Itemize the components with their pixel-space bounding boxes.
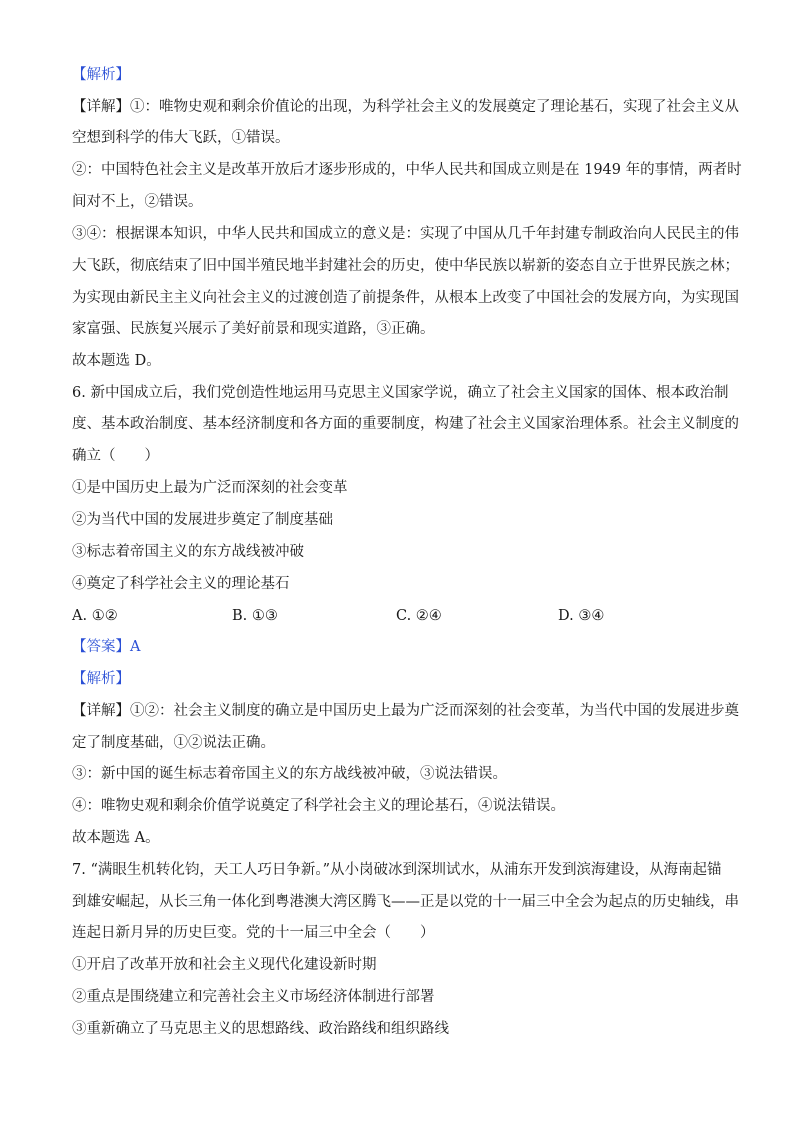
text-line: 为实现由新民主主义向社会主义的过渡创造了前提条件，从根本上改变了中国社会的发展方向，为实现国 — [72, 290, 739, 306]
text-line: ③④：根据课本知识，中华人民共和国成立的意义是：实现了中国从几千年封建专制政治向人民民主的伟 — [72, 226, 739, 242]
text-line: 故本题选 A。 — [72, 830, 160, 846]
text-line: ④：唯物史观和剩余价值学说奠定了科学社会主义的理论基石，④说法错误。 — [72, 798, 565, 814]
text-line: ④奠定了科学社会主义的理论基石 — [72, 576, 290, 592]
text-line: 大飞跃，彻底结束了旧中国半殖民地半封建社会的历史，使中华民族以崭新的姿态自立于世界民族之林； — [72, 258, 739, 274]
text-line: ②重点是围绕建立和完善社会主义市场经济体制进行部署 — [72, 989, 435, 1005]
section-tag: 【答案】A — [72, 639, 141, 655]
text-line: ②为当代中国的发展进步奠定了制度基础 — [72, 512, 333, 528]
section-tag: 【解析】 — [72, 671, 130, 687]
section-tag: 【解析】 — [72, 67, 130, 83]
answer-option: A. ①② — [72, 608, 118, 624]
text-line: ①开启了改革开放和社会主义现代化建设新时期 — [72, 957, 377, 973]
answer-option: C. ②④ — [396, 608, 442, 624]
text-line: 连起日新月异的历史巨变。党的十一届三中全会（ ） — [72, 925, 435, 941]
text-line: 到雄安崛起，从长三角一体化到粤港澳大湾区腾飞——正是以党的十一届三中全会为起点的历史轴线，串 — [72, 894, 739, 910]
text-line: ③标志着帝国主义的东方战线被冲破 — [72, 544, 304, 560]
text-line: ②：中国特色社会主义是改革开放后才逐步形成的，中华人民共和国成立则是在 1949 年的事情，两者时 — [72, 162, 742, 178]
text-line: 6. 新中国成立后，我们党创造性地运用马克思主义国家学说，确立了社会主义国家的国体、根本政治制 — [72, 385, 729, 401]
answer-option: D. ③④ — [558, 608, 605, 624]
text-line: 【详解】①②：社会主义制度的确立是中国历史上最为广泛而深刻的社会变革，为当代中国的发展进步奠 — [72, 703, 739, 719]
text-line: 7. “满眼生机转化钧，天工人巧日争新。”从小岗破冰到深圳试水，从浦东开发到滨海建设，从海南起锚 — [72, 862, 722, 878]
text-line: ③：新中国的诞生标志着帝国主义的东方战线被冲破，③说法错误。 — [72, 766, 507, 782]
text-line: 度、基本政治制度、基本经济制度和各方面的重要制度，构建了社会主义国家治理体系。社会主义制度的 — [72, 416, 739, 432]
text-line: 空想到科学的伟大飞跃，①错误。 — [72, 130, 290, 146]
text-line: 故本题选 D。 — [72, 353, 161, 369]
text-line: ①是中国历史上最为广泛而深刻的社会变革 — [72, 480, 348, 496]
answer-option: B. ①③ — [232, 608, 278, 624]
text-line: 定了制度基础，①②说法正确。 — [72, 735, 275, 751]
text-line: 家富强、民族复兴展示了美好前景和现实道路，③正确。 — [72, 321, 435, 337]
text-line: 【详解】①：唯物史观和剩余价值论的出现，为科学社会主义的发展奠定了理论基石，实现了社会主义从 — [72, 99, 739, 115]
text-line: 确立（ ） — [72, 448, 159, 464]
text-line: ③重新确立了马克思主义的思想路线、政治路线和组织路线 — [72, 1021, 449, 1037]
text-line: 间对不上，②错误。 — [72, 194, 203, 210]
